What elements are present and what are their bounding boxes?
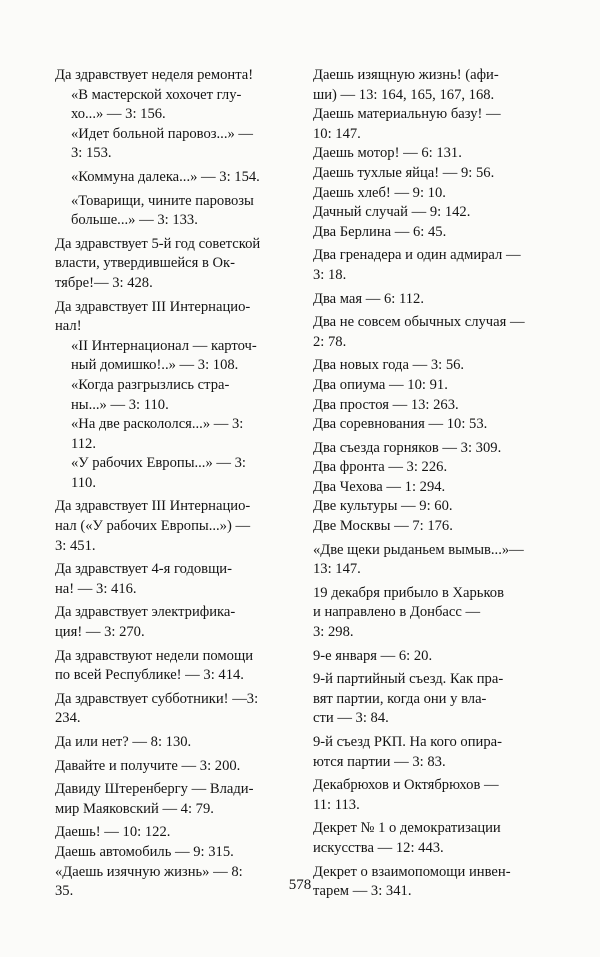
entry-line: сти — 3: 84. (313, 710, 389, 727)
entry-line: Да здравствуют недели помощи (55, 647, 254, 664)
entry-line: ный домишко!..» — 3: 108. (71, 357, 239, 374)
entry-line: 234. (55, 710, 81, 727)
entry-line: 3: 298. (313, 624, 354, 641)
index-entry (313, 203, 550, 223)
entry-line: по всей Республике! — 3: 414. (55, 667, 244, 684)
entry-line: 11: 113. (313, 796, 360, 813)
entry-line: Два гренадера и один адмирал — (313, 247, 521, 264)
index-entry (55, 647, 295, 686)
entry-line: Даешь материальную базу! — (313, 106, 501, 123)
entry-line: тябре!— 3: 428. (55, 274, 153, 291)
index-entry (313, 356, 550, 376)
index-subentry (71, 415, 295, 454)
index-entry (313, 246, 550, 285)
index-entry (313, 313, 550, 352)
entry-line: Два простоя — 13: 263. (313, 396, 459, 413)
index-subentry (71, 125, 295, 164)
index-entry (55, 603, 295, 642)
entry-line: Декрет № 1 о демократизации (313, 820, 501, 837)
entry-line: 19 декабря прибыло в Харьков (313, 584, 504, 601)
entry-line: Даешь! — 10: 122. (55, 824, 171, 841)
index-entry (313, 458, 550, 478)
entry-line: 2: 78. (313, 333, 347, 350)
entry-line: больше...» — 3: 133. (71, 212, 198, 229)
entry-line: Два фронта — 3: 226. (313, 459, 448, 476)
index-entry (313, 733, 550, 772)
entry-line: 9-е января — 6: 20. (313, 647, 433, 664)
index-entry (313, 164, 550, 184)
index-subentry (71, 192, 295, 231)
index-entry (55, 235, 295, 294)
entry-line: власти, утвердившейся в Ок- (55, 255, 235, 272)
index-entry (313, 105, 550, 144)
entry-line: Два съезда горняков — 3: 309. (313, 439, 502, 456)
index-subentry (71, 376, 295, 415)
entry-line: ция! — 3: 270. (55, 624, 145, 641)
entry-line: Дачный случай — 9: 142. (313, 204, 471, 221)
entry-line: искусства — 12: 443. (313, 839, 444, 856)
entry-line: и направлено в Донбасс — (313, 604, 481, 621)
entry-line: «У рабочих Европы...» — 3: (71, 455, 246, 472)
entry-line: ются партии — 3: 83. (313, 753, 446, 770)
entry-line: Два соревнования — 10: 53. (313, 416, 488, 433)
index-entry (313, 396, 550, 416)
entry-line: Два новых года — 3: 56. (313, 357, 465, 374)
entry-line: 3: 153. (71, 145, 112, 162)
left-column (55, 66, 295, 906)
index-entry (55, 843, 295, 863)
index-entry (313, 184, 550, 204)
entry-line: «Товарищи, чините паровозы (71, 192, 254, 209)
entry-line: «II Интернационал — карточ- (71, 337, 257, 354)
index-entry (313, 290, 550, 310)
index-entry (313, 819, 550, 858)
entry-line: Два опиума — 10: 91. (313, 376, 448, 393)
entry-line: Давайте и получите — 3: 200. (55, 757, 241, 774)
index-entry (313, 144, 550, 164)
entry-line: 110. (71, 474, 96, 491)
index-subentry (71, 86, 295, 125)
entry-line: Декабрюхов и Октябрюхов — (313, 777, 499, 794)
entry-line: Да здравствует 5-й год советской (55, 235, 261, 252)
entry-line: Два мая — 6: 112. (313, 290, 424, 307)
entry-line: Декрет о взаимопомощи инвен- (313, 863, 511, 880)
entry-line: хо...» — 3: 156. (71, 106, 166, 123)
entry-line: Две культуры — 9: 60. (313, 498, 453, 515)
entry-line: «Когда разгрызлись стра- (71, 376, 230, 393)
index-entry (55, 733, 295, 753)
index-entry (313, 439, 550, 459)
index-entry (313, 478, 550, 498)
entry-line: Два не совсем обычных случая — (313, 314, 525, 331)
index-entry (313, 647, 550, 667)
entry-line: мир Маяковский — 4: 79. (55, 800, 214, 817)
entry-line: «В мастерской хохочет глу- (71, 86, 242, 103)
page-number: 578 (288, 877, 312, 893)
entry-line: Да здравствует электрифика- (55, 604, 236, 621)
index-entry (313, 541, 550, 580)
index-entry (55, 690, 295, 729)
index-subentry (71, 337, 295, 376)
index-entry (313, 670, 550, 729)
entry-line: Да здравствует субботники! —3: (55, 690, 259, 707)
entry-line: Даешь мотор! — 6: 131. (313, 145, 462, 162)
entry-line: 9-й съезд РКП. На кого опира- (313, 734, 502, 750)
entry-line: 13: 147. (313, 561, 361, 578)
index-entry (313, 776, 550, 815)
entry-line: Даешь автомобиль — 9: 315. (55, 843, 234, 860)
entry-line: 112. (71, 435, 96, 452)
right-column (313, 66, 550, 906)
index-entry (55, 823, 295, 843)
index-entry (313, 415, 550, 435)
index-subentry (71, 454, 295, 493)
entry-line: тарем — 3: 341. (313, 883, 412, 900)
entry-line: «Коммуна далека...» — 3: 154. (71, 168, 260, 185)
entry-line: 10: 147. (313, 125, 361, 142)
entry-line: ши) — 13: 164, 165, 167, 168. (313, 86, 495, 103)
index-entry (55, 780, 295, 819)
entry-line: на! — 3: 416. (55, 580, 137, 597)
index-entry (313, 584, 550, 643)
entry-line: вят партии, когда они у вла- (313, 690, 487, 707)
entry-line: 35. (55, 883, 74, 900)
index-entry (55, 757, 295, 777)
index-entry (55, 66, 295, 86)
index-entry (55, 298, 295, 337)
index-entry (313, 517, 550, 537)
entry-line: ны...» — 3: 110. (71, 396, 169, 413)
entry-line: 3: 18. (313, 266, 347, 283)
entry-line: «Даешь изячную жизнь» — 8: (55, 863, 243, 880)
index-entry (313, 376, 550, 396)
index-entry (313, 223, 550, 243)
index-entry (55, 560, 295, 599)
entry-line: Даешь тухлые яйца! — 9: 56. (313, 164, 495, 181)
entry-line: Да или нет? — 8: 130. (55, 734, 192, 750)
entry-line: Да здравствует 4-я годовщи- (55, 561, 232, 578)
entry-line: «На две раскололся...» — 3: (71, 416, 244, 433)
index-subentry (71, 168, 295, 188)
entry-line: Две Москвы — 7: 176. (313, 518, 453, 535)
entry-line: «Идет больной паровоз...» — (71, 125, 254, 142)
entry-line: Даешь изящную жизнь! (афи- (313, 67, 499, 83)
entry-line: 3: 451. (55, 537, 96, 554)
entry-line: Да здравствует III Интернацио- (55, 298, 251, 315)
entry-line: 9-й партийный съезд. Как пра- (313, 671, 504, 688)
entry-line: Два Чехова — 1: 294. (313, 478, 446, 495)
entry-line: «Две щеки рыданьем вымыв...»— (313, 541, 524, 558)
entry-line: Давиду Штеренбергу — Влади- (55, 781, 254, 798)
entry-line: Даешь хлеб! — 9: 10. (313, 184, 446, 201)
entry-line: Да здравствует III Интернацио- (55, 498, 251, 515)
entry-line: нал («У рабочих Европы...») — (55, 518, 251, 535)
entry-line: Да здравствует неделя ремонта! (55, 67, 254, 83)
index-entry (55, 497, 295, 556)
index-entry (313, 66, 550, 105)
entry-line: нал! (55, 318, 82, 335)
entry-line: Два Берлина — 6: 45. (313, 223, 447, 240)
index-entry (313, 497, 550, 517)
